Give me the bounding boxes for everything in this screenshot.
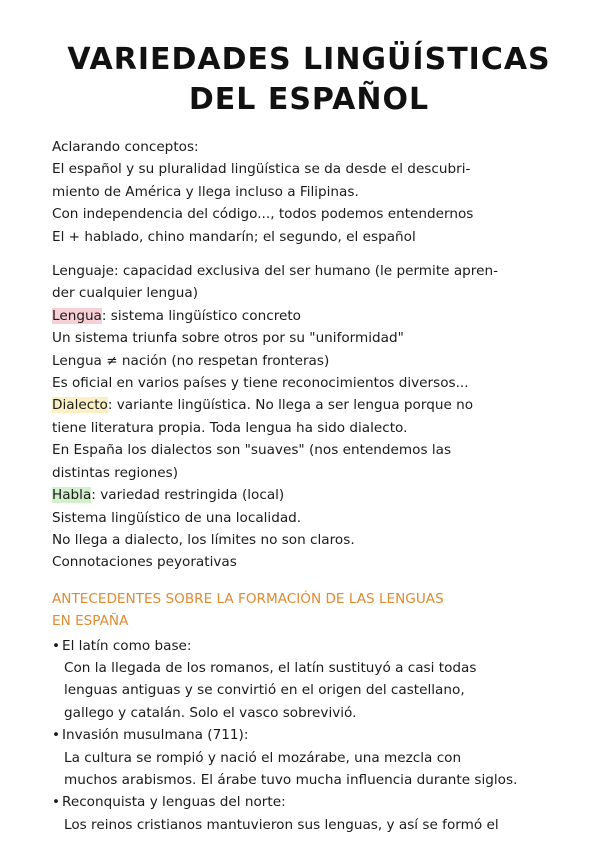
dialecto-term-highlight: Dialecto xyxy=(52,397,108,414)
lengua-definition xyxy=(52,305,566,327)
lengua-def-text: : sistema lingüístico concreto xyxy=(101,307,301,324)
item-line: lenguas antiguas y se convirtió en el origen del castellano, xyxy=(64,682,465,699)
dialecto-line: distintas regiones) xyxy=(52,464,179,481)
item-line: Los reinos cristianos mantuvieron sus lenguas, y así se formó el xyxy=(64,816,499,833)
lengua-line: Lengua ≠ nación (no respetan fronteras) xyxy=(52,352,330,369)
title-line-1: VARIEDADES LINGÜÍSTICAS xyxy=(67,42,551,77)
habla-line: No llega a dialecto, los límites no son claros. xyxy=(52,531,355,548)
habla-line: Connotaciones peyorativas xyxy=(52,554,237,571)
dialecto-line: En España los dialectos son "suaves" (nos entendemos las xyxy=(52,442,452,459)
antecedentes-list xyxy=(52,635,566,837)
habla-term-highlight: Habla xyxy=(52,487,92,504)
page-title xyxy=(52,40,566,120)
intro-line: miento de América y llega incluso a Filipinas. xyxy=(52,183,359,200)
intro-line: Con independencia del código..., todos podemos entendernos xyxy=(52,206,474,223)
lengua-line: Es oficial en varios países y tiene reconocimientos diversos... xyxy=(52,375,469,392)
habla-definition xyxy=(52,484,566,506)
habla-line: Sistema lingüístico de una localidad. xyxy=(52,509,302,526)
item-line: muchos arabismos. El árabe tuvo mucha influencia durante siglos. xyxy=(64,771,518,788)
list-item xyxy=(52,635,566,725)
habla-def-text: : variedad restringida (local) xyxy=(91,487,285,504)
antecedentes-heading-line: ANTECEDENTES SOBRE LA FORMACIÓN DE LAS LENGUAS xyxy=(52,590,444,607)
dialecto-line: tiene literatura propia. Toda lengua ha sido dialecto. xyxy=(52,419,408,436)
lengua-line: Un sistema triunfa sobre otros por su "uniformidad" xyxy=(52,330,404,347)
item-title: • Reconquista y lenguas del norte: xyxy=(62,794,286,811)
dialecto-def-text: : variante lingüística. No llega a ser lengua porque no xyxy=(107,397,474,414)
antecedentes-heading-line: EN ESPAÑA xyxy=(52,613,129,630)
intro-line: El español y su pluralidad lingüística se da desde el descubri- xyxy=(52,161,471,178)
list-item xyxy=(52,724,566,791)
intro-heading: Aclarando conceptos: xyxy=(52,139,199,155)
lenguaje-definition-line: der cualquier lengua) xyxy=(52,285,199,302)
concepts-section xyxy=(52,260,566,574)
intro-line: El + hablado, chino mandarín; el segundo, el español xyxy=(52,228,416,245)
lenguaje-definition-line: Lenguaje: capacidad exclusiva del ser humano (le permite apren- xyxy=(52,263,498,280)
dialecto-definition xyxy=(52,394,566,416)
item-title: • El latín como base: xyxy=(62,637,192,654)
item-title: • Invasión musulmana (711): xyxy=(62,727,249,744)
title-line-2: DEL ESPAÑOL xyxy=(188,82,430,117)
item-line: Con la llegada de los romanos, el latín sustituyó a casi todas xyxy=(64,659,477,676)
item-line: La cultura se rompió y nació el mozárabe, una mezcla con xyxy=(64,749,462,766)
list-item xyxy=(52,791,566,836)
intro-section xyxy=(52,136,566,248)
lengua-term-highlight: Lengua xyxy=(52,307,102,324)
antecedentes-heading xyxy=(52,588,566,633)
item-line: gallego y catalán. Solo el vasco sobrevivió. xyxy=(64,704,357,721)
